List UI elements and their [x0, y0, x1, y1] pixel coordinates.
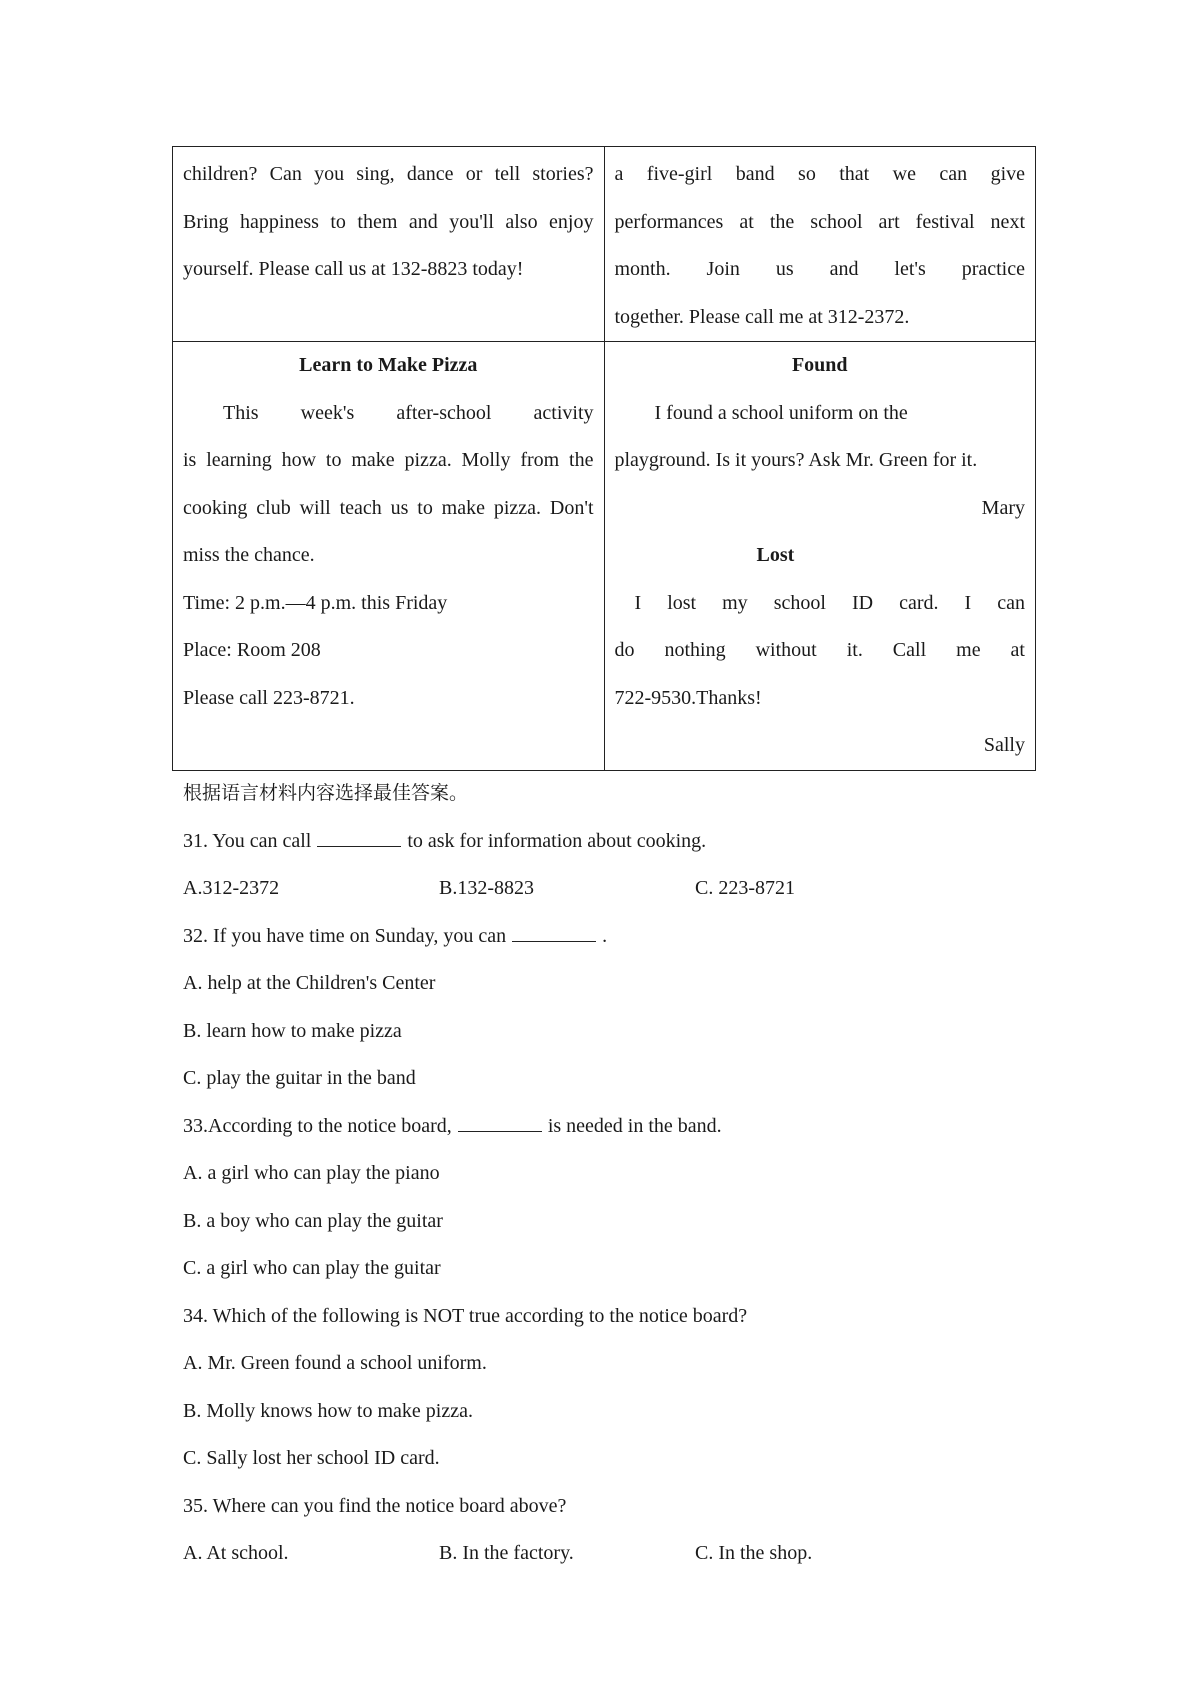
notice-line: cooking club will teach us to make pizza. Don't [183, 496, 594, 519]
option: B. a boy who can play the guitar [183, 1209, 443, 1232]
notice-signature: Mary [981, 496, 1025, 519]
notice-line: month. Join us and let's practice [614, 258, 1025, 280]
notice-title: Found [791, 354, 848, 376]
option: A. At school. [183, 1542, 289, 1564]
notice-signature: Sally [983, 734, 1025, 756]
notice-pizza [173, 342, 605, 771]
option: A. a girl who can play the piano [183, 1162, 440, 1184]
question-stem: to ask for information about cooking. [407, 829, 707, 852]
option: C. a girl who can play the guitar [183, 1257, 441, 1279]
notice-line: is learning how to make pizza. Molly from the [183, 449, 594, 471]
instruction: 根据语言材料内容选择最佳答案。 [183, 782, 469, 804]
option: B. learn how to make pizza [183, 1019, 402, 1042]
answer-blank [512, 923, 596, 942]
question-stem: 31. You can call [183, 829, 312, 852]
notice-title: Learn to Make Pizza [299, 354, 478, 376]
question-31 [183, 818, 1023, 866]
question-34: 34. Which of the following is NOT true according to the notice board? [183, 1304, 748, 1327]
notice-found-lost [604, 342, 1036, 771]
option: A.312-2372 [183, 877, 280, 899]
option: B.132-8823 [439, 877, 534, 899]
option: A. Mr. Green found a school uniform. [183, 1352, 487, 1374]
option: C. play the guitar in the band [183, 1067, 416, 1089]
notice-line: Bring happiness to them and you'll also enjoy [183, 210, 594, 233]
question-35: 35. Where can you find the notice board above? [183, 1494, 567, 1517]
notice-children-center [173, 147, 605, 342]
question-33 [183, 1103, 1023, 1151]
notice-board-table [172, 146, 1036, 771]
notice-band [604, 147, 1036, 342]
answer-blank [458, 1113, 542, 1132]
notice-row-top [173, 147, 1036, 342]
notice-line: I found a school uniform on the [654, 401, 908, 424]
notice-line: performances at the school art festival next [614, 210, 1025, 233]
notice-line: I lost my school ID card. I can [634, 591, 1025, 614]
option: B. In the factory. [439, 1542, 574, 1564]
notice-row-bottom [173, 342, 1036, 771]
options-35 [183, 1530, 1023, 1578]
notice-phone: Please call 223-8721. [183, 686, 355, 709]
notice-line: 722-9530.Thanks! [614, 686, 762, 709]
notice-line: yourself. Please call us at 132-8823 today! [183, 258, 524, 280]
question-stem: 33.According to the notice board, [183, 1114, 452, 1137]
question-stem: 32. If you have time on Sunday, you can [183, 924, 507, 947]
notice-title: Lost [756, 544, 795, 566]
option: C. Sally lost her school ID card. [183, 1447, 440, 1469]
notice-line: miss the chance. [183, 544, 315, 566]
notice-line: This week's after-school activity [223, 401, 594, 424]
option: B. Molly knows how to make pizza. [183, 1399, 473, 1422]
notice-time: Time: 2 p.m.—4 p.m. this Friday [183, 591, 448, 614]
notice-place: Place: Room 208 [183, 639, 321, 661]
question-section [183, 770, 1023, 1578]
option: C. In the shop. [695, 1542, 813, 1564]
notice-line: a five-girl band so that we can give [614, 163, 1025, 185]
notice-line: children? Can you sing, dance or tell stories? [183, 163, 594, 185]
answer-blank [317, 828, 401, 847]
option: A. help at the Children's Center [183, 972, 436, 994]
option: C. 223-8721 [695, 877, 795, 899]
notice-line: do nothing without it. Call me at [614, 639, 1025, 661]
notice-line: playground. Is it yours? Ask Mr. Green for it. [614, 449, 978, 471]
question-32 [183, 913, 1023, 961]
question-stem: . [602, 924, 608, 947]
notice-line: together. Please call me at 312-2372. [614, 305, 910, 328]
options-31 [183, 865, 1023, 913]
question-stem: is needed in the band. [547, 1114, 722, 1137]
